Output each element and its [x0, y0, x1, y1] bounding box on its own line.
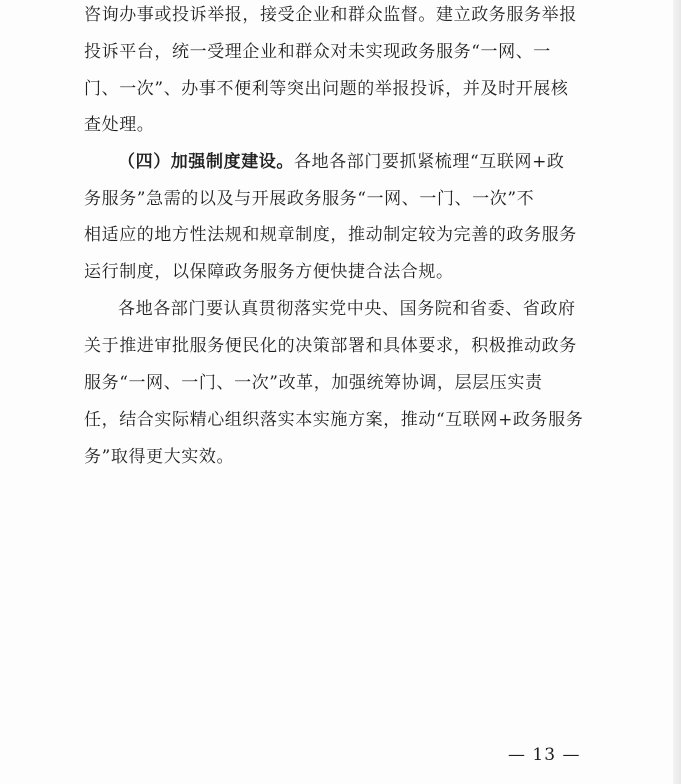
text-line-4: 查处理。: [84, 115, 155, 135]
section-heading: [118, 151, 565, 173]
text-line-10: 关于推进审批服务便民化的决策部署和具体要求，积极推动政务: [84, 336, 577, 356]
page-edge: [673, 0, 681, 784]
section-heading-label: （四）加强制度建设。: [118, 152, 294, 172]
text-line-9: 各地各部门要认真贯彻落实党中央、国务院和省委、省政府: [118, 299, 576, 319]
text-line-13: 务”取得更大实效。: [84, 447, 235, 467]
text-line-2: 投诉平台，统一受理企业和群众对未实现政务服务“一网、一: [84, 42, 551, 62]
text-line-7: 相适应的地方性法规和规章制度，推动制定较为完善的政务服务: [84, 225, 577, 245]
text-line-6: 务服务”急需的以及与开展政务服务“一网、一门、一次”不: [84, 189, 535, 209]
text-line-1: 咨询办事或投诉举报，接受企业和群众监督。建立政务服务举报: [84, 5, 577, 25]
text-line-11: 服务“一网、一门、一次”改革，加强统筹协调，层层压实责: [84, 373, 543, 393]
text-line-3: 门、一次”、办事不便利等突出问题的举报投诉，并及时开展核: [84, 79, 569, 99]
section-heading-text: 各地各部门要抓紧梳理“互联网+政: [294, 152, 565, 172]
page-number: — 13 —: [508, 745, 581, 765]
text-line-12: 任，结合实际精心组织落实本实施方案，推动“互联网+政务服务: [84, 410, 584, 430]
text-line-8: 运行制度，以保障政务服务方便快捷合法合规。: [84, 262, 454, 282]
